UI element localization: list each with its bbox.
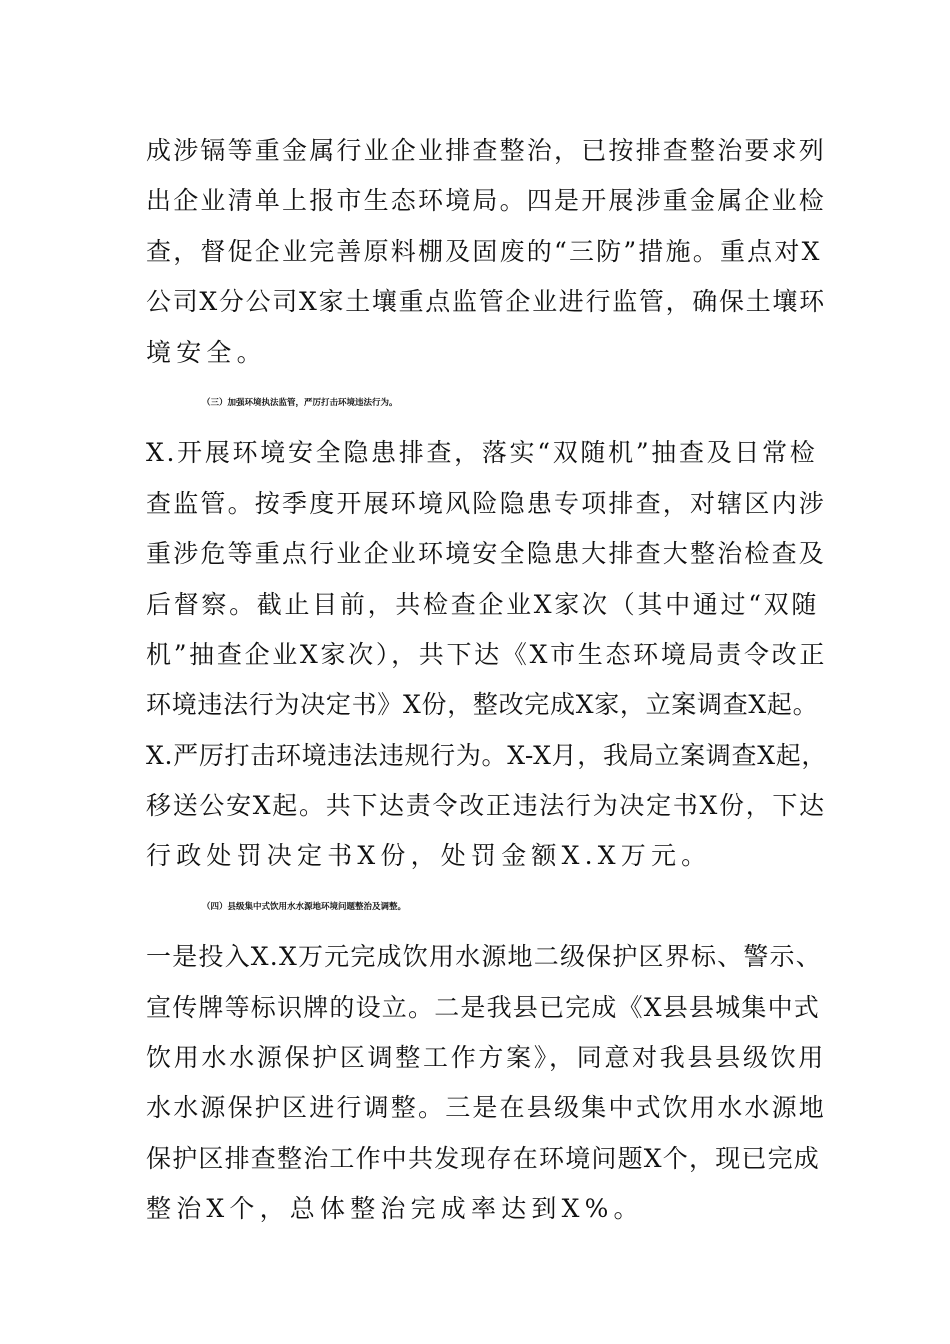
paragraph-soil-safety	[146, 126, 826, 378]
section-heading-water-source: （四）县级集中式饮用水水源地环境问题整治及调整。	[202, 901, 407, 912]
paragraph-enforcement	[146, 428, 826, 882]
text-line: 重涉危等重点行业企业环境安全隐患大排查大整治检查及	[146, 539, 827, 569]
text-line: 境安全。	[146, 337, 267, 367]
paragraph-water-source	[146, 932, 826, 1234]
text-line: 一是投入X.X万元完成饮用水源地二级保护区界标、警示、	[146, 942, 822, 972]
text-line: 机”抽查企业X家次），共下达《X市生态环境局责令改正	[146, 639, 828, 669]
text-line: 查，督促企业完善原料棚及固废的“三防”措施。重点对X	[146, 236, 822, 266]
text-line: 行政处罚决定书X份，处罚金额X.X万元。	[146, 841, 712, 871]
text-line: 环境违法行为决定书》X份，整改完成X家，立案调查X起。	[146, 690, 819, 720]
text-line: 移送公安X起。共下达责令改正违法行为决定书X份，下达	[146, 791, 826, 821]
text-line: X.严厉打击环境违法违规行为。X-X月，我局立案调查X起，	[146, 740, 828, 770]
text-line: 查监管。按季度开展环境风险隐患专项排查，对辖区内涉	[146, 488, 827, 518]
section-heading-enforcement: （三）加强环境执法监管，严厉打击环境违法行为。	[202, 397, 398, 408]
text-line: 成涉镉等重金属行业企业排查整治，已按排查整治要求列	[146, 136, 827, 165]
text-line: 后督察。截止目前，共检查企业X家次（其中通过“双随	[146, 589, 820, 619]
text-line: 整治X个，总体整治完成率达到X%。	[146, 1194, 644, 1224]
document-page	[146, 126, 826, 1235]
text-line: 宣传牌等标识牌的设立。二是我县已完成《X县县城集中式	[146, 992, 821, 1022]
text-line: 水水源保护区进行调整。三是在县级集中式饮用水水源地	[146, 1093, 827, 1123]
text-line: 饮用水水源保护区调整工作方案》，同意对我县县级饮用	[146, 1043, 827, 1073]
text-line: X.开展环境安全隐患排查，落实“双随机”抽查及日常检	[146, 438, 818, 468]
text-line: 公司X分公司X家土壤重点监管企业进行监管，确保土壤环	[146, 287, 826, 317]
text-line: 出企业清单上报市生态环境局。四是开展涉重金属企业检	[146, 186, 827, 216]
text-line: 保护区排查整治工作中共发现存在环境问题X个，现已完成	[146, 1143, 821, 1173]
